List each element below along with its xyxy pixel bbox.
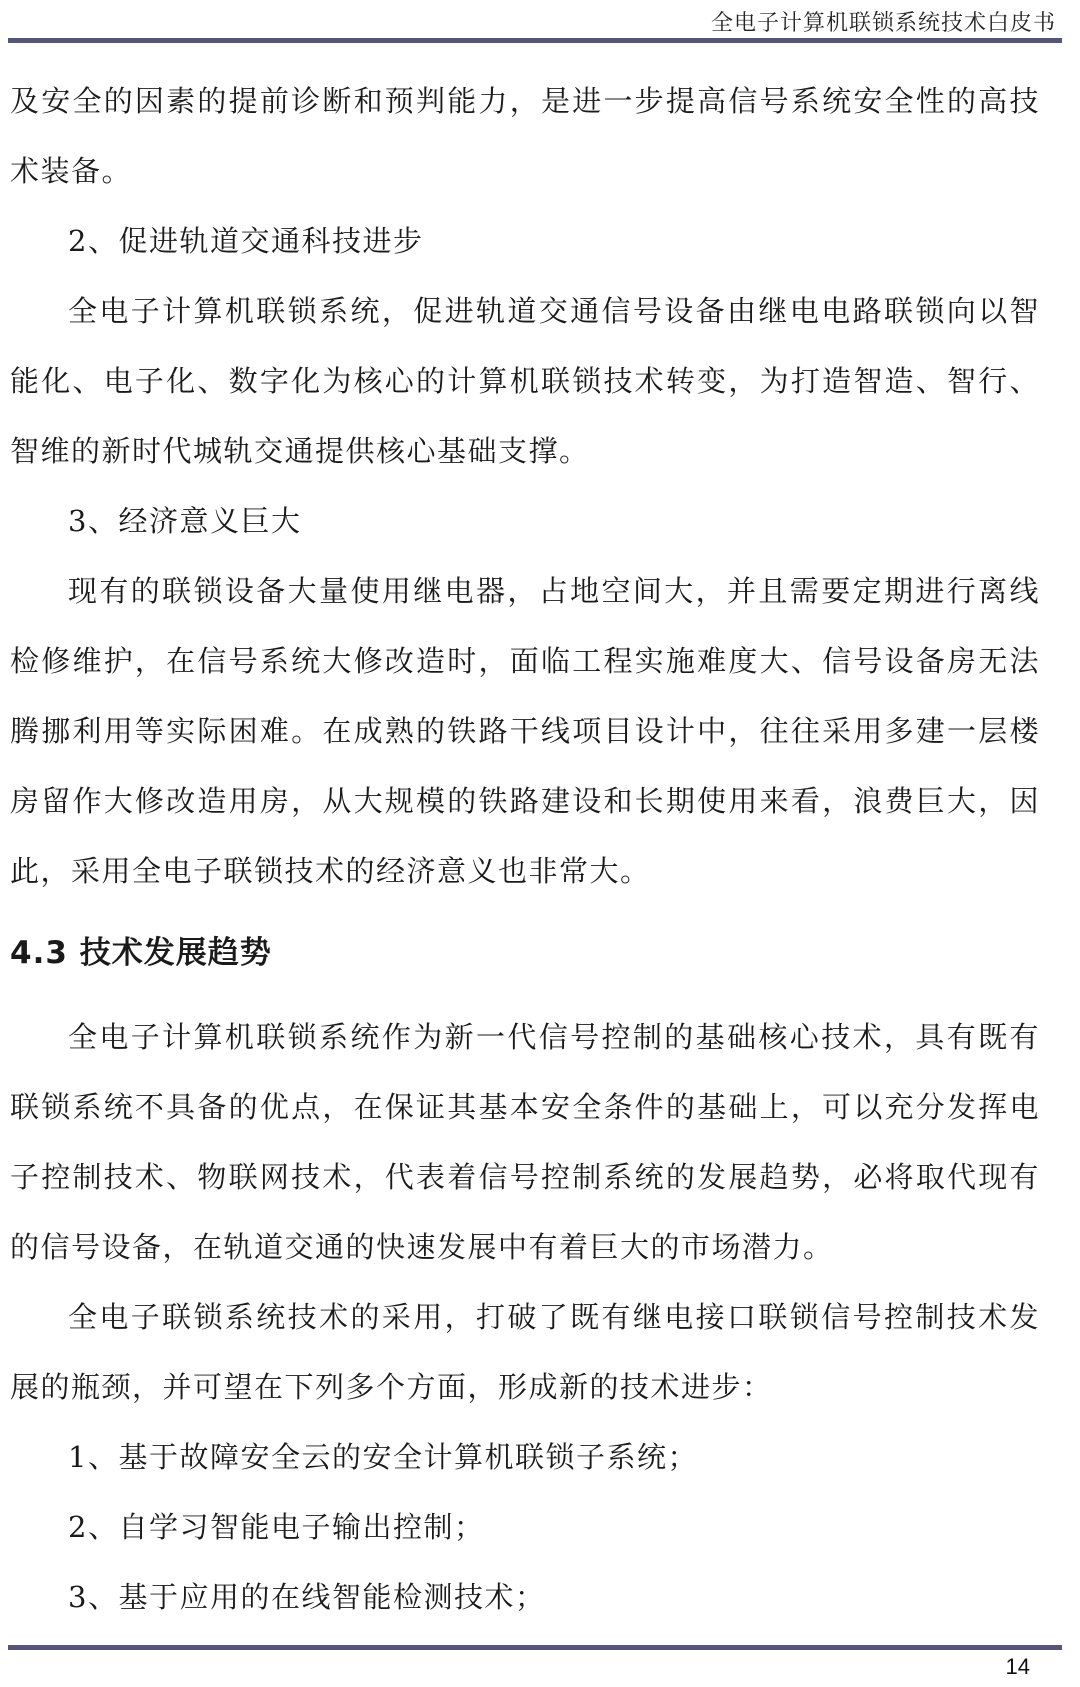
header-title: 全电子计算机联锁系统技术白皮书 xyxy=(710,11,1056,36)
section-heading: 4.3 技术发展趋势 xyxy=(10,935,272,971)
paragraph-continuation: 及安全的因素的提前诊断和预判能力，是进一步提高信号系统安全性的高技术装备。 xyxy=(10,84,1040,188)
list-item-title: 2、促进轨道交通科技进步 xyxy=(68,224,424,258)
list-item: 1、基于故障安全云的安全计算机联锁子系统； xyxy=(68,1440,698,1474)
list-item: 3、基于应用的在线智能检测技术； xyxy=(68,1580,546,1614)
list-item: 2、自学习智能电子输出控制； xyxy=(68,1510,485,1544)
footer-divider xyxy=(8,1645,1062,1650)
header-divider xyxy=(8,38,1062,43)
paragraph: 全电子联锁系统技术的采用，打破了既有继电接口联锁信号控制技术发展的瓶颈，并可望在下列多个方面，形成新的技术进步： xyxy=(10,1300,1040,1404)
page-number: 14 xyxy=(1005,1654,1030,1679)
list-item-title: 3、经济意义巨大 xyxy=(68,504,302,538)
paragraph: 全电子计算机联锁系统作为新一代信号控制的基础核心技术，具有既有联锁系统不具备的优点，在保证其基本安全条件的基础上，可以充分发挥电子控制技术、物联网技术，代表着信号控制系统的发展趋势，必将取代现有的信号设备，在轨道交通的快速发展中有着巨大的市场潜力。 xyxy=(10,1020,1040,1264)
paragraph: 全电子计算机联锁系统，促进轨道交通信号设备由继电电路联锁向以智能化、电子化、数字化为核心的计算机联锁技术转变，为打造智造、智行、智维的新时代城轨交通提供核心基础支撑。 xyxy=(10,294,1040,468)
paragraph: 现有的联锁设备大量使用继电器，占地空间大，并且需要定期进行离线检修维护，在信号系统大修改造时，面临工程实施难度大、信号设备房无法腾挪利用等实际困难。在成熟的铁路干线项目设计中，往往采用多建一层楼房留作大修改造用房，从大规模的铁路建设和长期使用来看，浪费巨大，因此，采用全电子联锁技术的经济意义也非常大。 xyxy=(10,574,1040,888)
page-body xyxy=(10,66,1040,1632)
